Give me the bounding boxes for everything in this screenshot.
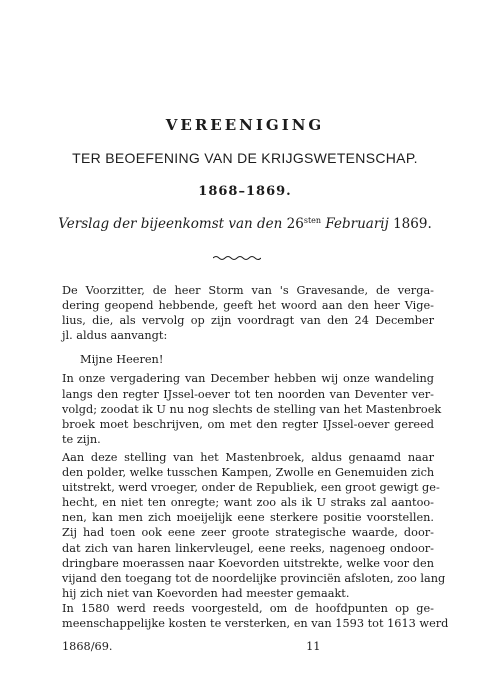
paragraph-line: hecht, en niet ten onregte; want zoo als ik U straks zal aantoo- (62, 496, 434, 510)
report-line (0, 216, 490, 232)
signature-mark: 1868/69. (62, 640, 113, 653)
society-subtitle: TER BEOEFENING VAN DE KRIJGSWETENSCHAP. (72, 150, 418, 166)
intro-line: dering geopend hebbende, geeft het woord aan den heer Vige- (62, 299, 434, 313)
paragraph-line: hij zich niet van Koevorden had meester gemaakt. (62, 586, 350, 600)
intro-line: jl. aldus aanvangt: (62, 329, 168, 343)
paragraph-line: nen, kan men zich moeijelijk eene sterkere positie voorstellen. (62, 511, 434, 525)
paragraph-line: dat zich van haren linkervleugel, eene reeks, nagenoeg ondoor- (62, 541, 434, 555)
intro-line: De Voorzitter, de heer Storm van 's Gravesande, de verga- (62, 284, 434, 297)
paragraph-3 (62, 601, 449, 631)
sheet-number: 11 (306, 640, 321, 653)
intro-line: lius, die, als vervolg op zijn voordragt van den 24 December (62, 314, 434, 328)
paragraph-line: den polder, welke tusschen Kampen, Zwolle en Genemuiden zich (62, 466, 435, 480)
wavy-divider (213, 254, 261, 262)
paragraph-line: Zij had toen ook eene zeer groote strategische waarde, door- (62, 526, 434, 540)
session-years: 1868–1869. (198, 184, 292, 199)
body-text (62, 283, 449, 631)
paragraph-line: dringbare moerassen naar Koevorden uitstrekte, welke voor den (62, 556, 434, 570)
report-year: 1869. (393, 216, 432, 232)
society-title: VEREENIGING (165, 116, 325, 134)
paragraph-line: In onze vergadering van December hebben wij onze wandeling (62, 372, 434, 386)
paragraph-line: vijand den toegang tot de noordelijke provinciën afsloten, zoo lang (62, 571, 446, 585)
page-footer (62, 640, 362, 653)
salutation: Mijne Heeren! (80, 353, 164, 367)
paragraph-line: langs den regter IJssel-oever tot ten noorden van Deventer ver- (62, 387, 434, 401)
paragraph-1 (62, 371, 442, 446)
report-prefix: Verslag der bijeenkomst van den (58, 216, 283, 232)
paragraph-line: te zijn. (62, 432, 101, 446)
paragraph-2 (62, 450, 446, 601)
paragraph-line: uitstrekt, werd vroeger, onder de Republiek, een groot gewigt ge- (62, 481, 440, 495)
report-day: 26 (286, 216, 304, 232)
report-day-suffix: sten (303, 216, 322, 225)
paragraph-line: broek moet beschrijven, om met den regter IJssel-oever gereed (62, 417, 434, 431)
paragraph-line: Aan deze stelling van het Mastenbroek, aldus genaamd naar (62, 450, 434, 464)
report-month: Februarij (325, 216, 389, 232)
paragraph-line: volgd; zoodat ik U nu nog slechts de stelling van het Mastenbroek (62, 402, 442, 416)
intro-paragraph (62, 283, 434, 343)
paragraph-line: In 1580 werd reeds voorgesteld, om de hoofdpunten op ge- (62, 601, 434, 615)
paragraph-line: meenschappelijke kosten te versterken, en van 1593 tot 1613 werd (62, 616, 449, 630)
